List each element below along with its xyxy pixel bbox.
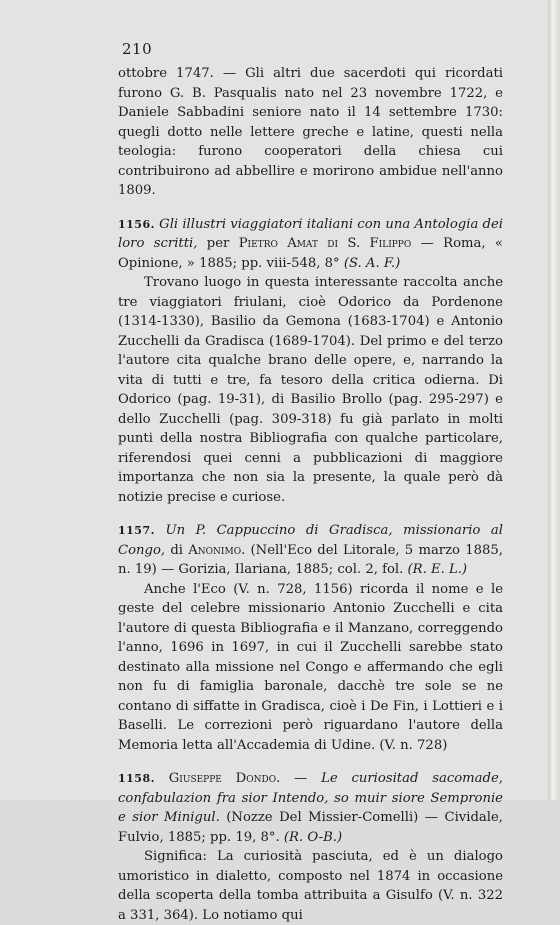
entry-ref: (R. E. L.) bbox=[407, 562, 468, 577]
page-text bbox=[118, 64, 503, 925]
entry-author: Giuseppe Dondo bbox=[168, 771, 277, 786]
entry-1158 bbox=[118, 769, 503, 925]
entry-1157 bbox=[118, 521, 503, 755]
entry-details: (Nozze Del Missier-Comelli) — Cividale, Fulvio, 1885; pp. 19, 8°. bbox=[118, 810, 503, 845]
entry-body: Anche l'Eco (V. n. 728, 1156) ricorda il nome e le geste del celebre missionario Antonio Zucchelli e cita l'autore di questa Bibliografia e il Manzano, correggendo l'anno, 1696 in 1697, in cui il Zucchelli sarebbe stato destinato alla missione nel Congo e affermando che egli non fu di famiglia baronale, dacchè tre sole se ne contano di siffatte in Gradisca, cioè i De Fin, i Lottieri e i Baselli. Le correzioni però riguardano l'autore della Memoria letta all'Accademia di Udine. (V. n. 728) bbox=[118, 581, 503, 753]
page-edge bbox=[548, 0, 560, 800]
page-number: 210 bbox=[122, 40, 153, 58]
entry-header bbox=[118, 521, 503, 580]
entry-header bbox=[118, 215, 503, 274]
intro-paragraph: ottobre 1747. — Gli altri due sacerdoti qui ricordati furono G. B. Pasqualis nato nel 23 novembre 1722, e Daniele Sabbadini seniore nato il 14 settembre 1730: quegli dotto nelle lettere greche e latine, questi nella teologia: furono cooperatori della chiesa cui contribuirono ad abbellire e morirono ambidue nell'anno 1809. bbox=[118, 66, 503, 198]
entry-details: — Roma, « Opinione, » 1885; pp. viii-548, 8° bbox=[118, 236, 503, 271]
entry-by: di bbox=[165, 542, 189, 558]
entry-by: per bbox=[197, 236, 239, 251]
entry-1156 bbox=[118, 215, 503, 508]
entry-author: Pietro Amat di S. Filippo bbox=[238, 236, 412, 251]
entry-title: Un P. Cappuccino di Gradisca, missionario al Congo, bbox=[118, 523, 503, 558]
entry-title: Le curiositad sacomade, confabulazion fra sior Intendo, so muir siore Sempronie e sior Minigul. bbox=[118, 771, 503, 825]
entry-header bbox=[118, 769, 503, 847]
entry-body: Trovano luogo in questa interessante raccolta anche tre viaggiatori friulani, cioè Odorico da Pordenone (1314-1330), Basilio da Gemona (1683-1704) e Antonio Zucchelli da Gradisca (1689-1704). Del primo e del terzo l'autore cita qualche brano delle opere, e, narrando la vita di tutti e tre, fa tesoro della critica odierna. Di Odorico (pag. 19-31), di Basilio Brollo (pag. 295-297) e dello Zucchelli (pag. 309-318) fu già parlato in molti punti della nostra Bibliografia con qualche particolare, riferendosi quei cenni a pubblicazioni di maggiore importanza che non sia la presente, la quale però dà notizie precise e curiose. bbox=[118, 275, 503, 505]
entry-ref: (R. O-B.) bbox=[283, 829, 343, 845]
entry-number: 1158. bbox=[118, 772, 155, 785]
entry-number: 1156. bbox=[118, 217, 155, 231]
entry-author: Anonimo bbox=[188, 542, 242, 558]
entry-number: 1157. bbox=[118, 524, 155, 537]
entry-body: Significa: La curiosità pasciuta, ed è un dialogo umoristico in dialetto, composto nel 1874 in occasione della scoperta della tomba attribuita a Gisulfo (V. n. 322 a 331, 364). Lo notiamo qui bbox=[118, 849, 503, 923]
entry-title: Gli illustri viaggiatori italiani con una Antologia dei loro scritti, bbox=[118, 216, 503, 251]
entry-ref: (S. A. F.) bbox=[343, 255, 401, 271]
entry-by: . — bbox=[276, 771, 322, 786]
entry-details: . (Nell'Eco del Litorale, 5 marzo 1885, n. 19) — Gorizia, Ilariana, 1885; col. 2, fol. bbox=[118, 542, 503, 577]
